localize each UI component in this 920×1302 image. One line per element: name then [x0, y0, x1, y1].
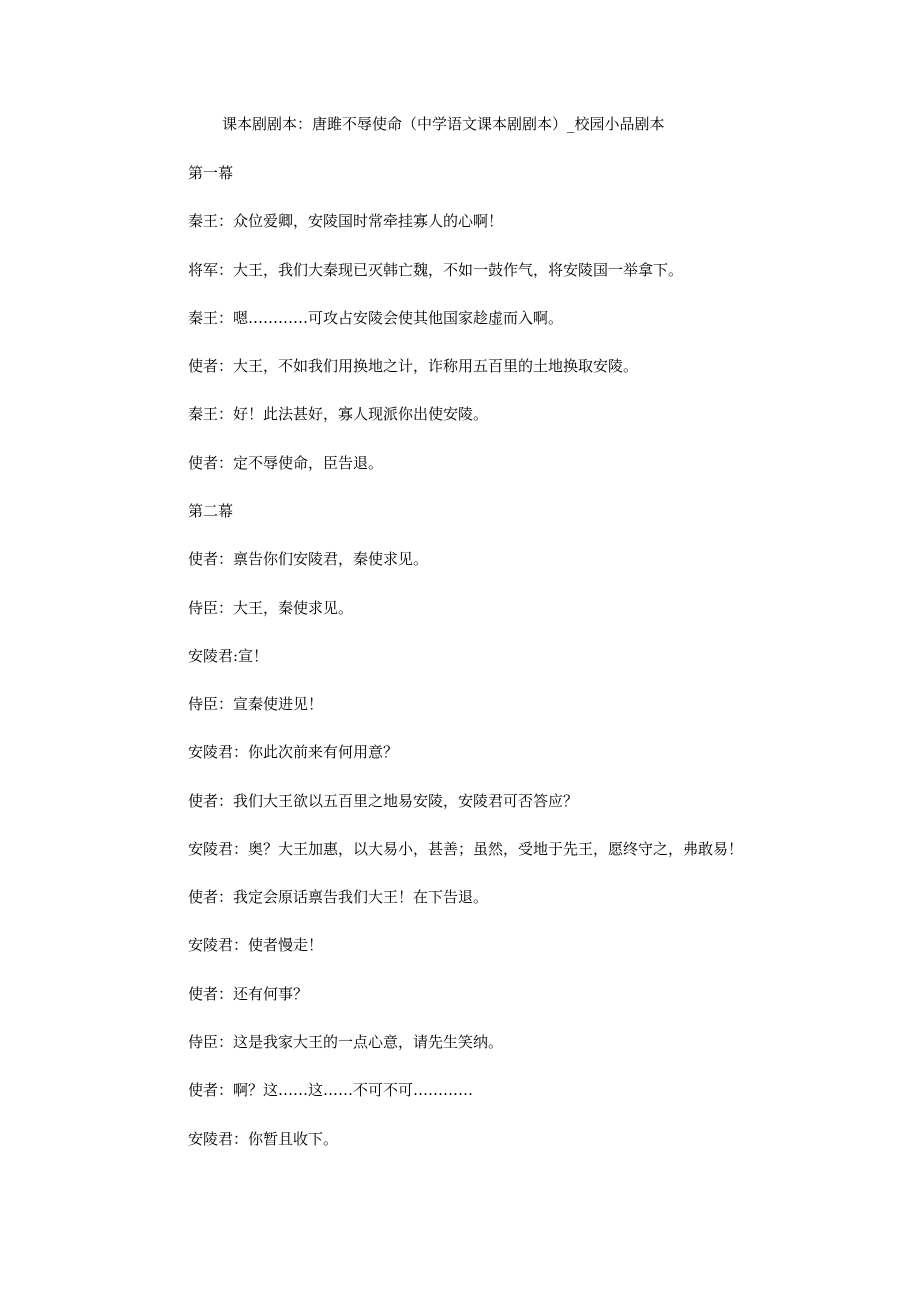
- dialogue-line: 侍臣：宣秦使进见！: [188, 695, 324, 713]
- act-heading: 第一幕: [188, 164, 234, 182]
- dialogue-line: 安陵君：你暂且收下。: [188, 1130, 339, 1148]
- dialogue-line: 使者：啊？这……这……不可不可…………: [188, 1081, 474, 1099]
- dialogue-line: 侍臣：大王，秦使求见。: [188, 599, 354, 617]
- document-title: 课本剧剧本：唐雎不辱使命（中学语文课本剧剧本）_校园小品剧本: [222, 115, 665, 133]
- dialogue-line: 秦王：好！此法甚好，寡人现派你出使安陵。: [188, 405, 489, 423]
- act-heading: 第二幕: [188, 502, 234, 520]
- dialogue-line: 安陵君:宣！: [188, 647, 269, 665]
- dialogue-line: 秦王：嗯…………可攻占安陵会使其他国家趁虚而入啊。: [188, 309, 564, 327]
- dialogue-line: 安陵君：你此次前来有何用意？: [188, 743, 399, 761]
- dialogue-line: 侍臣：这是我家大王的一点心意，请先生笑纳。: [188, 1033, 504, 1051]
- dialogue-line: 使者：我定会原话禀告我们大王！在下告退。: [188, 888, 489, 906]
- dialogue-line: 使者：大王，不如我们用换地之计，诈称用五百里的土地换取安陵。: [188, 357, 639, 375]
- dialogue-line: 使者：禀告你们安陵君，秦使求见。: [188, 550, 429, 568]
- dialogue-line: 使者：还有何事？: [188, 985, 309, 1003]
- dialogue-line: 使者：我们大王欲以五百里之地易安陵，安陵君可否答应？: [188, 792, 579, 810]
- dialogue-line: 使者：定不辱使命，臣告退。: [188, 454, 384, 472]
- dialogue-line: 安陵君：奥？大王加惠，以大易小，甚善；虽然，受地于先王，愿终守之，弗敢易！: [188, 840, 744, 858]
- dialogue-line: 将军：大王，我们大秦现已灭韩亡魏，不如一鼓作气，将安陵国一举拿下。: [188, 261, 684, 279]
- dialogue-line: 安陵君：使者慢走！: [188, 936, 324, 954]
- dialogue-line: 秦王：众位爱卿，安陵国时常牵挂寡人的心啊！: [188, 212, 504, 230]
